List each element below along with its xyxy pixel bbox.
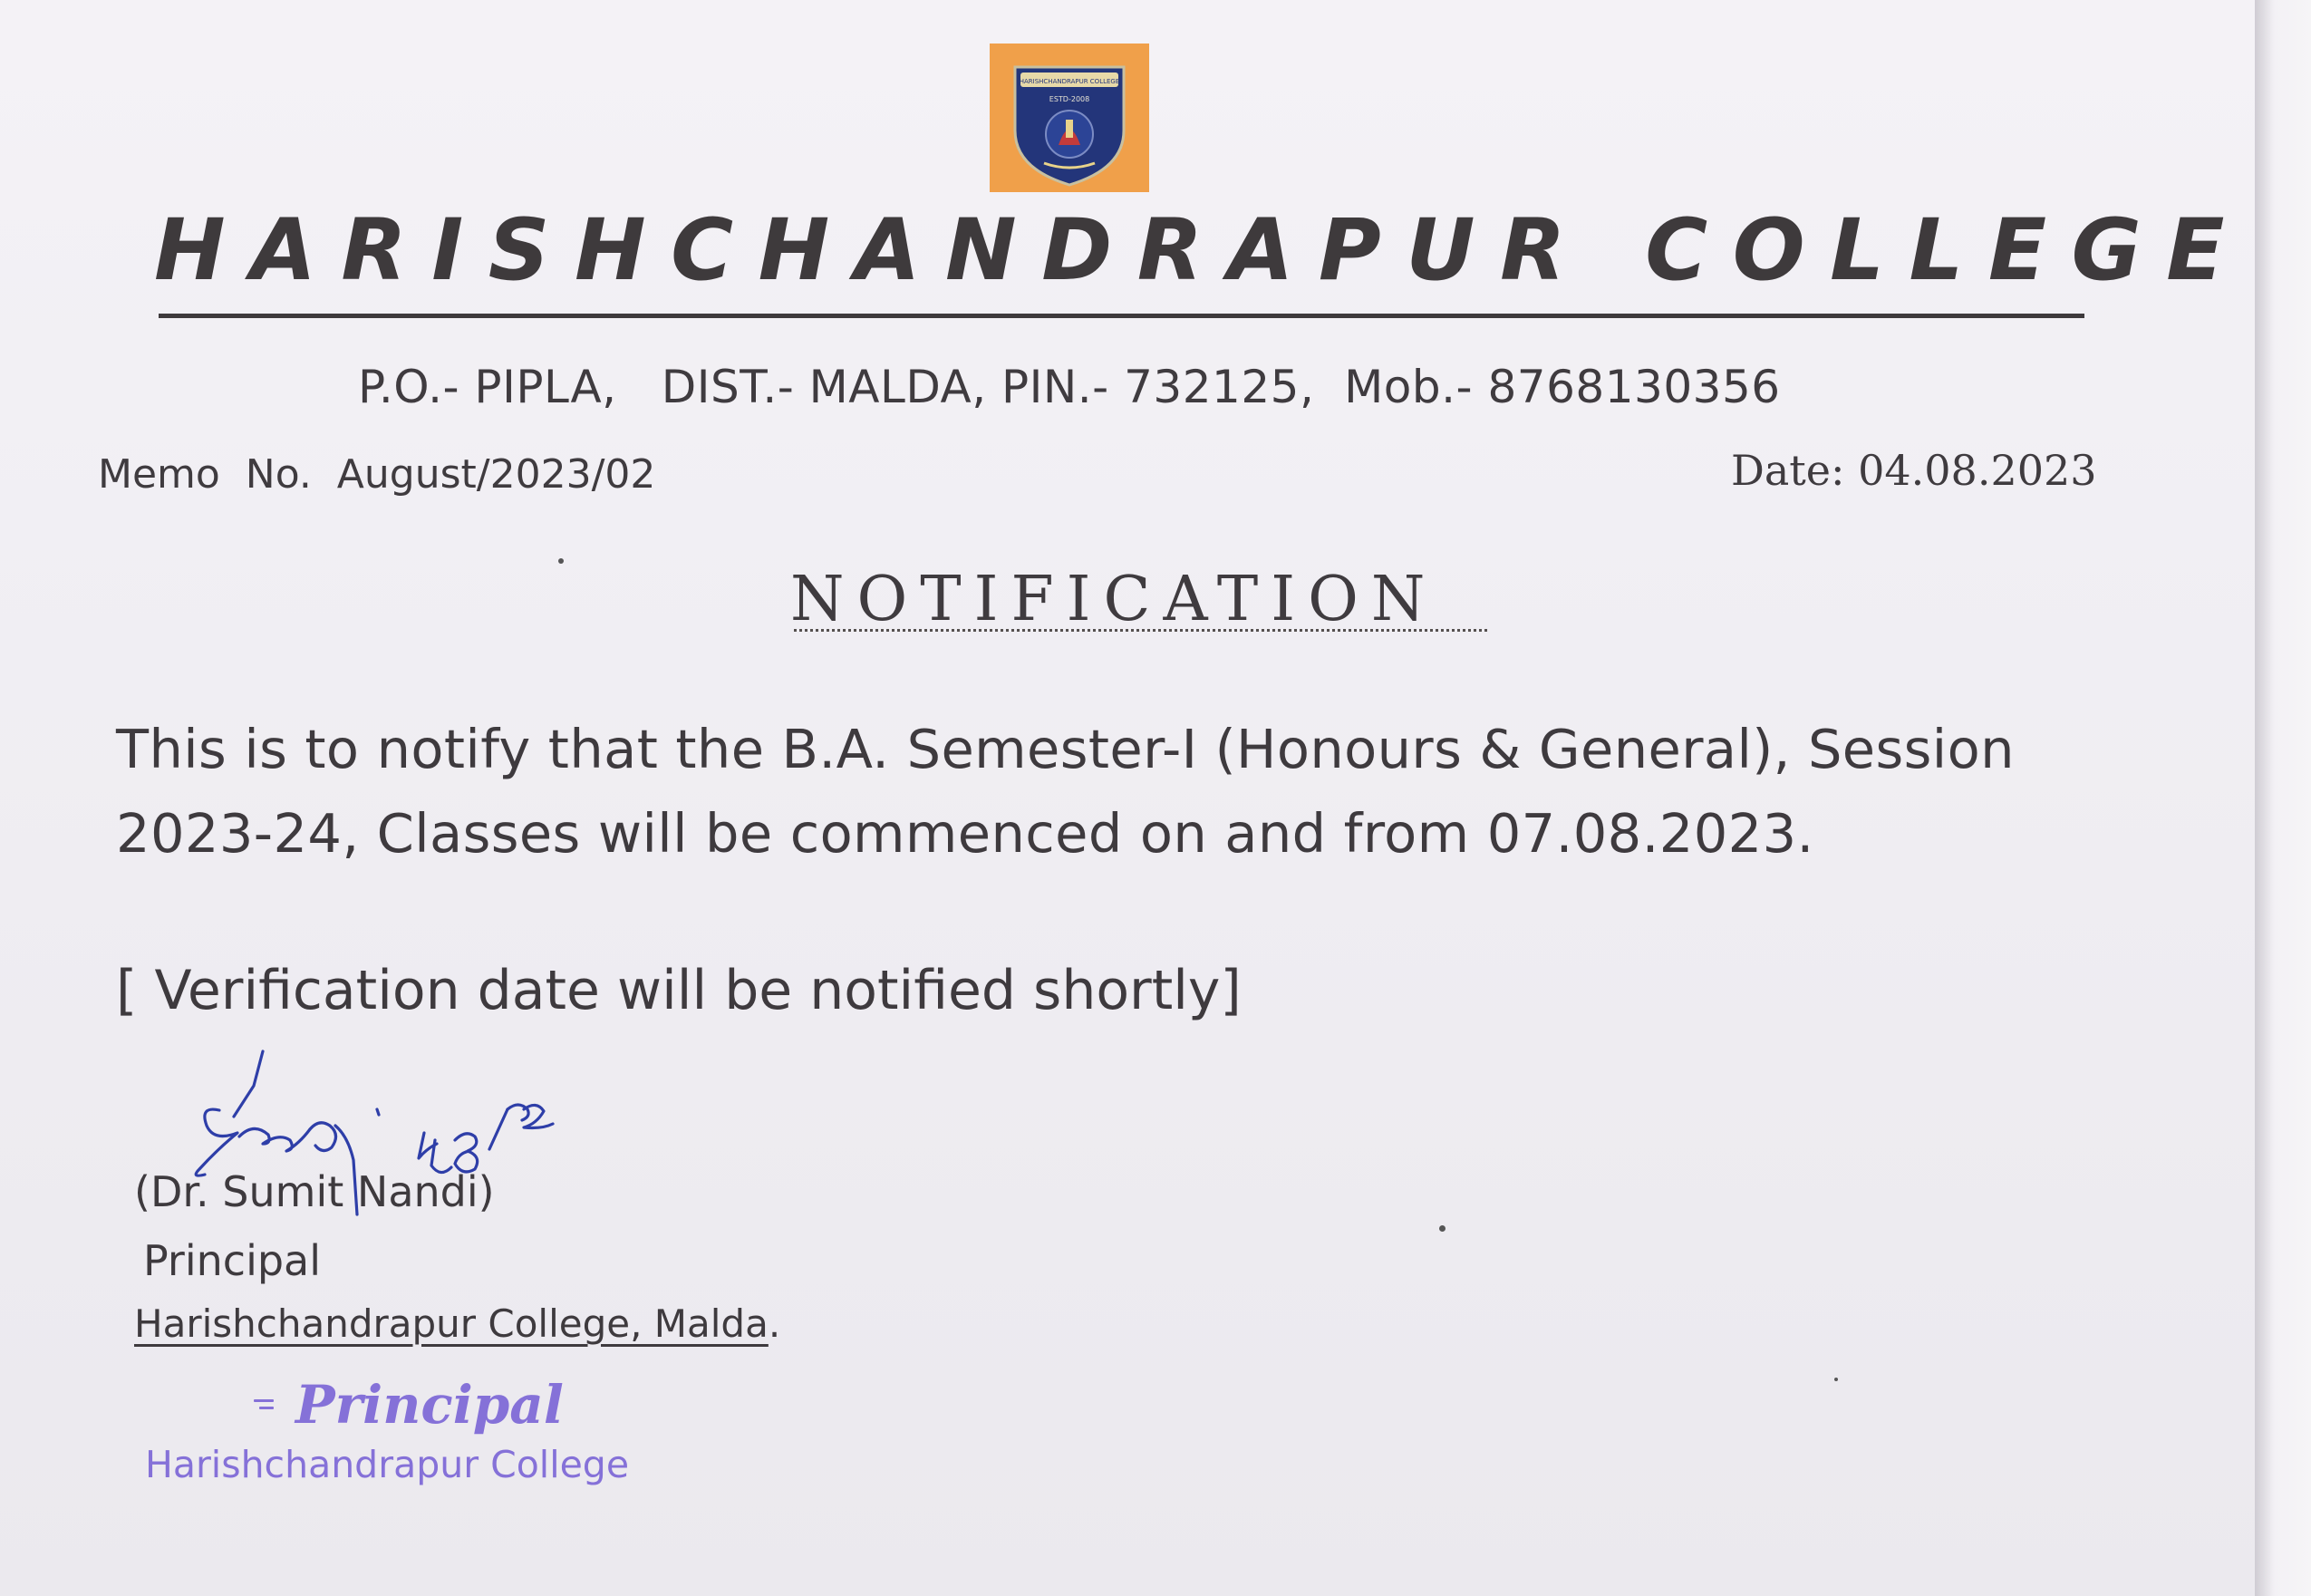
signatory-organization-suffix: .	[768, 1301, 781, 1346]
signatory-title: Principal	[143, 1236, 322, 1285]
signatory-organization	[134, 1301, 780, 1346]
stamp-title: Principal	[295, 1374, 564, 1436]
notification-heading: NOTIFICATION	[790, 564, 1438, 635]
handwritten-signature	[163, 1042, 671, 1251]
paper-edge	[2255, 0, 2311, 1596]
paper-speck	[1834, 1378, 1838, 1381]
college-crest-icon	[990, 44, 1149, 192]
notice-body-line-2: 2023-24, Classes will be commenced on and from 07.08.2023.	[116, 802, 1814, 865]
logo-estd-text: ESTD-2008	[1049, 95, 1090, 103]
signatory-organization-name: Harishchandrapur College, Malda	[134, 1301, 769, 1346]
notice-date: Date: 04.08.2023	[1731, 446, 2097, 495]
notice-body	[116, 707, 2146, 875]
paper-speck	[558, 558, 564, 564]
college-address: P.O.- PIPLA, DIST.- MALDA, PIN.- 732125, Mob.- 8768130356	[358, 361, 1781, 413]
verification-note: [ Verification date will be notified shortly]	[116, 959, 1242, 1022]
stamp-organization: Harishchandrapur College	[145, 1443, 630, 1486]
signatory-name: (Dr. Sumit Nandi)	[134, 1167, 495, 1216]
heading-underline	[794, 629, 1487, 632]
principal-stamp	[136, 1359, 698, 1504]
logo-crest-name: HARISHCHANDRAPUR COLLEGE	[1019, 78, 1120, 85]
memo-number: Memo No. August/2023/02	[98, 451, 656, 498]
college-title: HARISHCHANDRAPUR COLLEGE	[154, 201, 2249, 300]
title-underline	[159, 314, 2084, 318]
paper-speck	[1439, 1225, 1446, 1232]
notice-body-line-1: This is to notify that the B.A. Semester-I (Honours & General), Session	[116, 718, 2015, 780]
